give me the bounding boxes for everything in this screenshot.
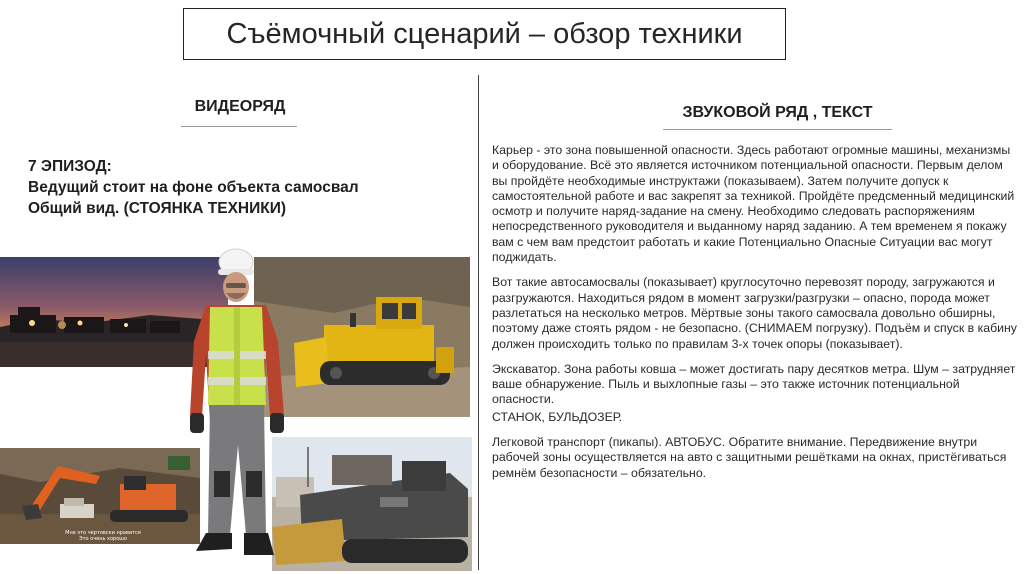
column-divider (478, 75, 479, 570)
excavator-photo (0, 448, 200, 544)
audio-heading-underline (663, 129, 892, 130)
narration-paragraph: СТАНОК, БУЛЬДОЗЕР. (492, 409, 623, 424)
narration-paragraph: Легковой транспорт (пикапы). АВТОБУС. Обратите внимание. Передвижение внутри рабочей зоны осуществляется на авто с защитными решётками на окнах, пристёгиваться ремнём безопасности – обязательно. (492, 435, 1007, 480)
audio-heading: ЗВУКОВОЙ РЯД , ТЕКСТ (682, 104, 873, 121)
narration-text (492, 143, 1017, 491)
episode-action: Ведущий стоит на фоне объекта самосвал (28, 179, 359, 196)
episode-description (28, 156, 428, 219)
video-heading: ВИДЕОРЯД (194, 98, 286, 115)
presenter-figure (188, 245, 298, 573)
episode-shot: Общий вид. (СТОЯНКА ТЕХНИКИ) (28, 200, 287, 217)
narration-paragraph: Карьер - это зона повышенной опасности. Здесь работают огромные машины, механизмы и оборудование. Всё это является источником потенциальной опасности. Первым делом вы пройдёте необходимые инструктажи (показываем). Затем получите допуск к самостоятельной работе и вас закрепят за техникой. Пройдёте предсменный медицинский осмотр и получите наряд-задание на смену. Необходимо следовать распоряжениям непосредственного руководителя и выданному наряд заданию. А тем временем я покажу вам с чем вам предстоит работать и какие Потенциально Опасные Ситуации вас могут поджидать. (492, 143, 1015, 265)
video-heading-underline (181, 126, 297, 127)
excavator-photo-caption: Мне это чертовски нравится Это очень хорошо (65, 530, 141, 542)
armored-dozer-photo (272, 437, 472, 571)
episode-number: 7 ЭПИЗОД: (28, 158, 112, 175)
slide-title: Съёмочный сценарий – обзор техники (183, 8, 786, 60)
narration-paragraph: Экскаватор. Зона работы ковша – может достигать пару десятков метра. Шум – затрудняет ваше обнаружение. Пыль и выхлопные газы – это также источник потенциальной опасности. (492, 361, 1016, 407)
narration-paragraph: Вот такие автосамосвалы (показывает) круглосуточно перевозят породу, загружаются и разгружаются. Находиться рядом в момент загрузки/разгрузки – опасно, порода может разлетаться на несколько метров. Мёртвые зоны такого самосвала довольно обширны, поэтому даже стоять рядом - не безопасно. (СНИМАЕМ погрузку). Подъём и спуск в кабину должен происходить только по правилам 3-х точек опоры (показывает). (492, 275, 1017, 351)
